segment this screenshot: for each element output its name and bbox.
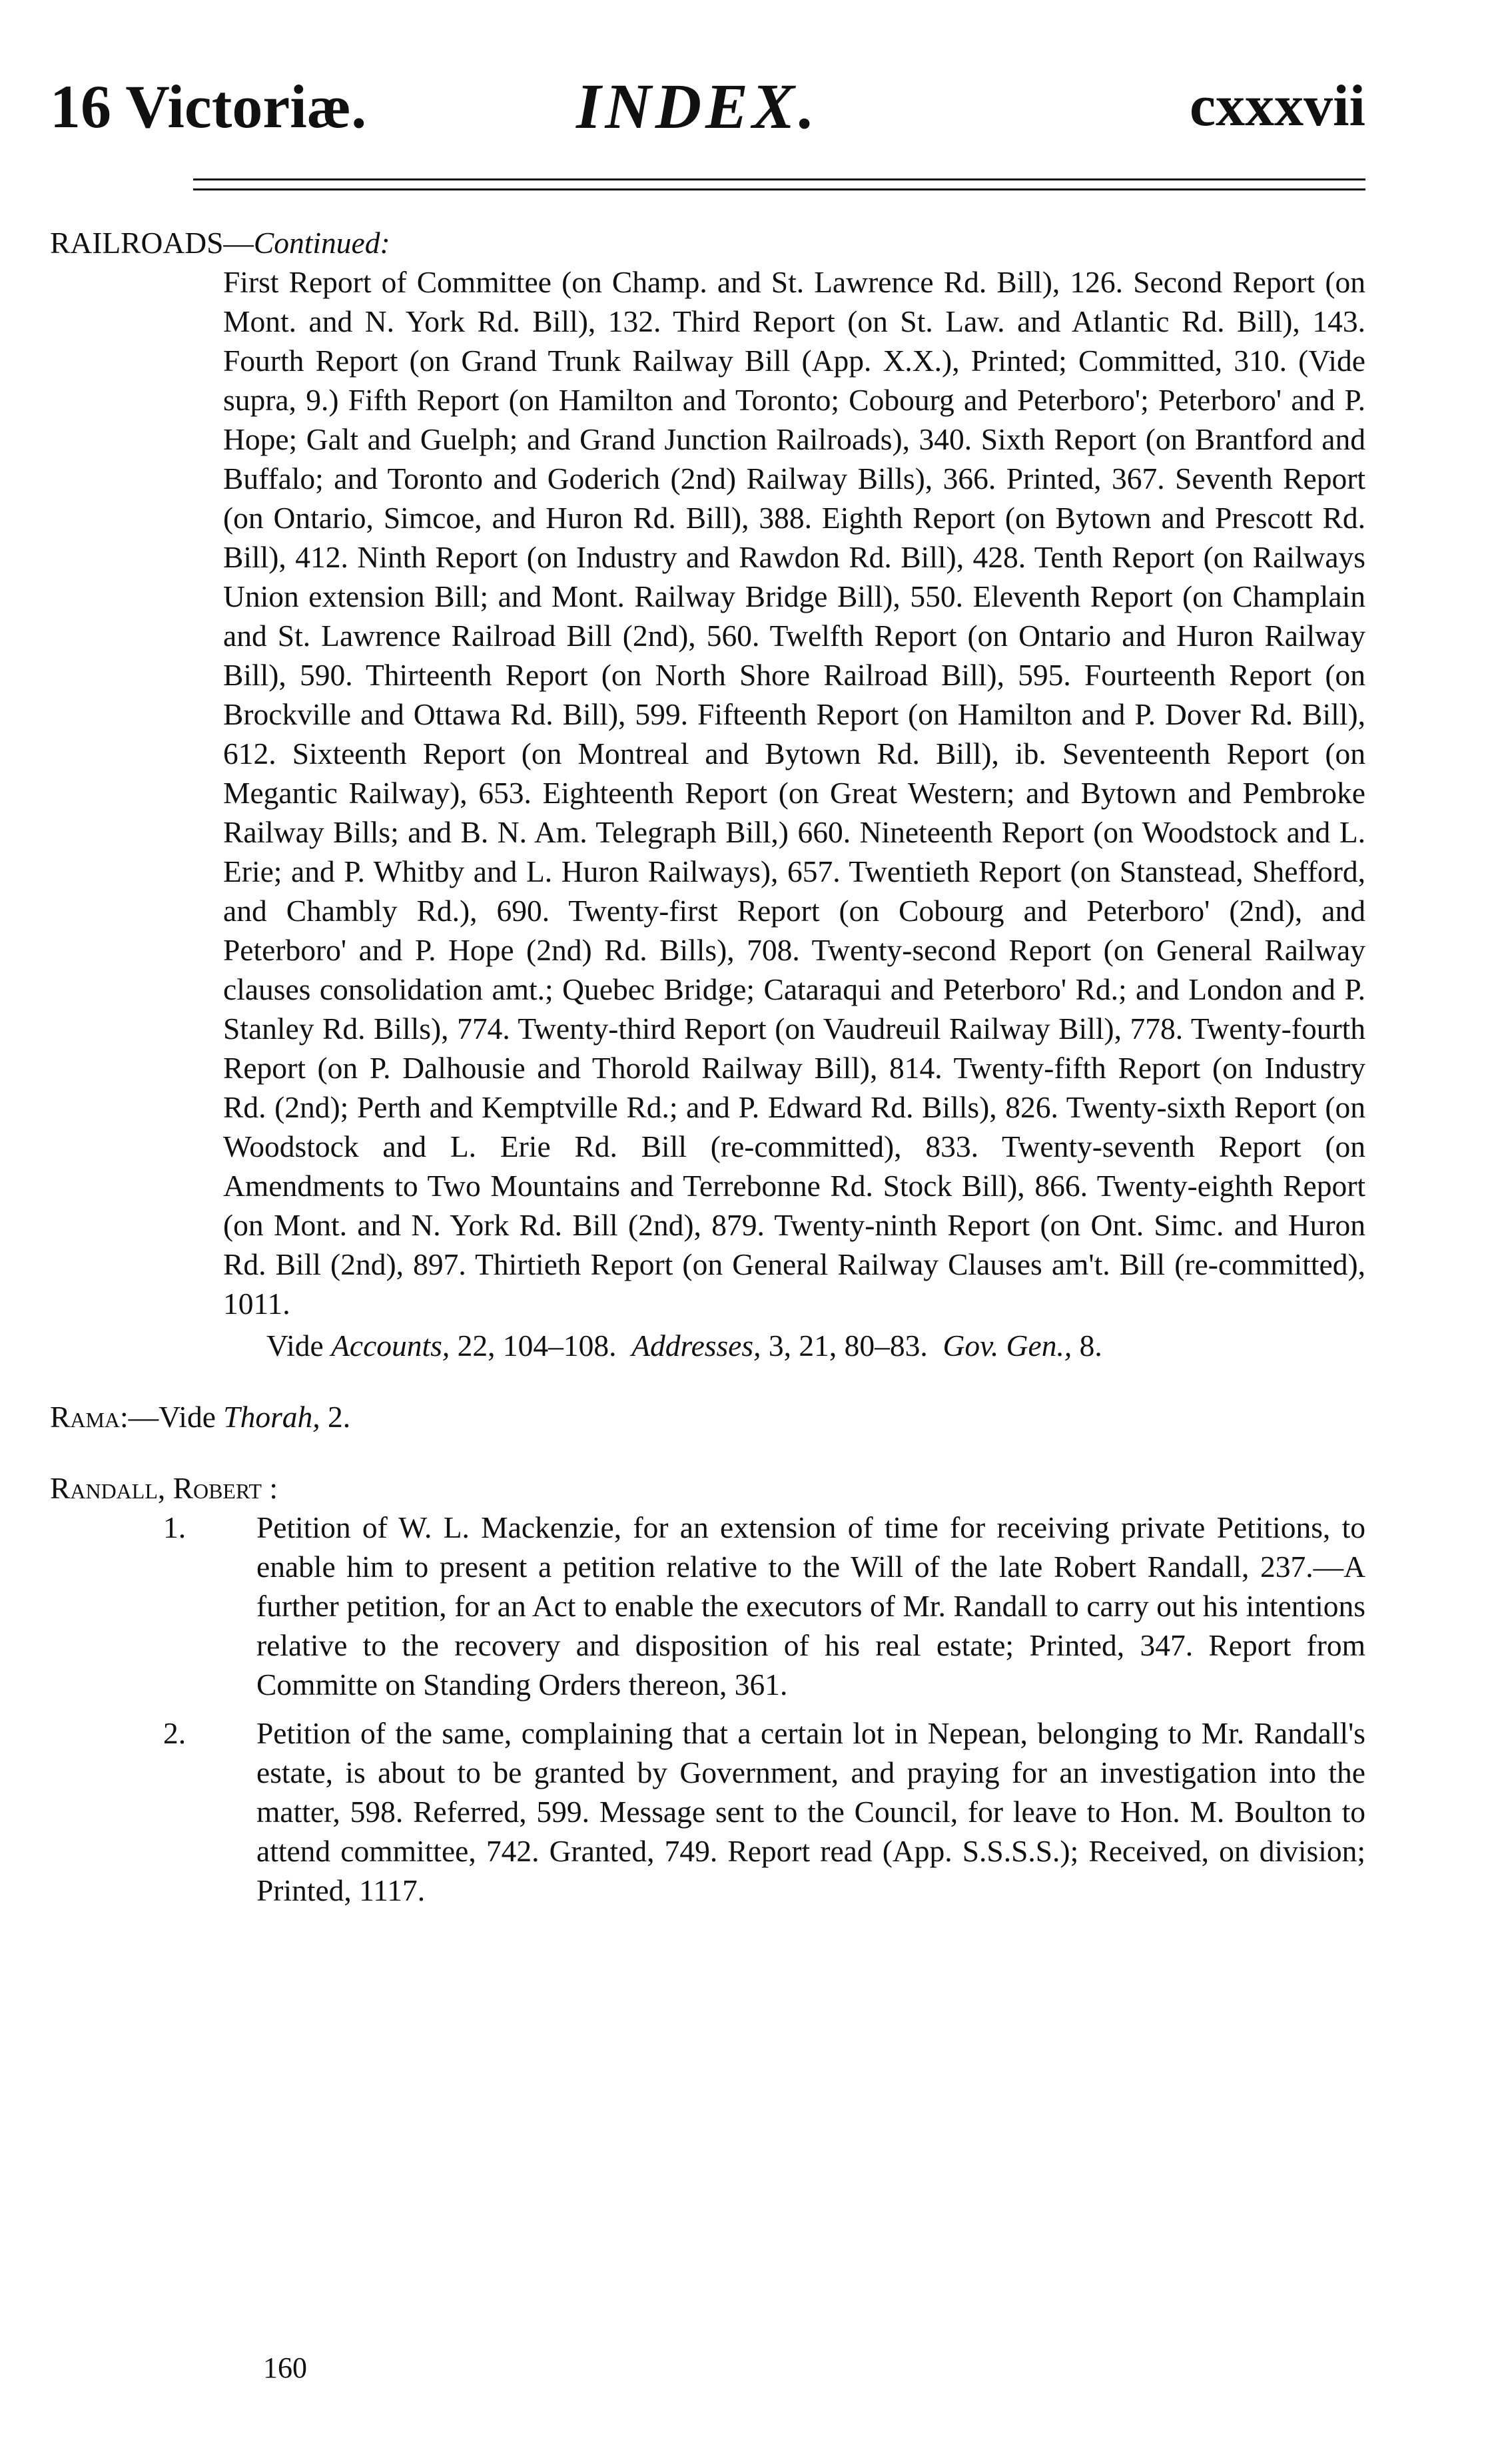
- list-item: [50, 1508, 1365, 1704]
- item-number: 1.: [163, 1510, 187, 1544]
- item-text: Petition of W. L. Mackenzie, for an extension of time for receiving private Petitions, to enable him to present a petition relative to the Will of the late Robert Randall, 237.—A further petition, for an Act to enable the executors of Mr. Randall to carry out his intentions relative to the recovery and disposition of his real estate; Printed, 347. Report from Committe on Standing Orders thereon, 361.: [256, 1510, 1365, 1701]
- index-content: [50, 223, 1365, 1919]
- entry-rama: [50, 1397, 1365, 1436]
- vide-prefix: Vide: [266, 1329, 324, 1363]
- randall-items: [50, 1508, 1365, 1910]
- page-header: [50, 70, 1365, 143]
- railroads-continued: Continued:: [253, 226, 390, 260]
- railroads-heading: RAILROADS—: [50, 226, 254, 260]
- item-number: 2.: [163, 1716, 187, 1750]
- spacer: [50, 1365, 1365, 1397]
- rama-vide: :—Vide: [120, 1400, 216, 1434]
- header-title: INDEX.: [576, 71, 819, 142]
- signature-mark: 160: [263, 2351, 307, 2384]
- vide-addresses-refs: 3, 21, 80–83.: [768, 1329, 928, 1363]
- rama-line: [50, 1397, 1365, 1436]
- vide-addresses: Addresses,: [631, 1329, 761, 1363]
- header-volume: 16 Victoriæ.: [50, 73, 367, 141]
- spacer: [50, 1436, 1365, 1468]
- vide-accounts-refs: 22, 104–108.: [457, 1329, 617, 1363]
- header-rule-bottom: [193, 188, 1365, 190]
- randall-colon: :: [269, 1471, 278, 1505]
- railroads-vide-line: [266, 1326, 1365, 1365]
- entry-heading: [50, 223, 1365, 262]
- item-text: Petition of the same, complaining that a certain lot in Nepean, belonging to Mr. Randall's estate, is about to be granted by Government, and praying for an investigation into the matter, 598. Referred, 599. Message sent to the Council, for leave to Hon. M. Boulton to attend committee, 742. Granted, 749. Report read (App. S.S.S.S.); Received, on division; Printed, 1117.: [256, 1716, 1365, 1907]
- entry-railroads: [50, 223, 1365, 1365]
- vide-accounts: Accounts,: [331, 1329, 450, 1363]
- railroads-reports-paragraph: First Report of Committee (on Champ. and St. Lawrence Rd. Bill), 126. Second Report (on Mont. and N. York Rd. Bill), 132. Third Report (on St. Law. and Atlantic Rd. Bill), 143. Fourth Report (on Grand Trunk Railway Bill (App. X.X.), Printed; Committed, 310. (Vide supra, 9.) Fifth Report (on Hamilton and Toronto; Cobourg and Peterboro'; Peterboro' and P. Hope; Galt and Guelph; and Grand Junction Railroads), 340. Sixth Report (on Brantford and Buffalo; and Toronto and Goderich (2nd) Railway Bills), 366. Printed, 367. Seventh Report (on Ontario, Simcoe, and Huron Rd. Bill), 388. Eighth Report (on Bytown and Prescott Rd. Bill), 412. Ninth Report (on Industry and Rawdon Rd. Bill), 428. Tenth Report (on Railways Union extension Bill; and Mont. Railway Bridge Bill), 550. Eleventh Report (on Champlain and St. Lawrence Railroad Bill (2nd), 560. Twelfth Report (on Ontario and Huron Railway Bill), 590. Thirteenth Report (on North Shore Railroad Bill), 595. Fourteenth Report (on Brockville and Ottawa Rd. Bill), 599. Fifteenth Report (on Hamilton and P. Dover Rd. Bill), 612. Sixteenth Report (on Montreal and Bytown Rd. Bill), ib. Seventeenth Report (on Megantic Railway), 653. Eighteenth Report (on Great Western; and Bytown and Pembroke Railway Bills; and B. N. Am. Telegraph Bill,) 660. Nineteenth Report (on Woodstock and L. Erie; and P. Whitby and L. Huron Railways), 657. Twentieth Report (on Stanstead, Shefford, and Chambly Rd.), 690. Twenty-first Report (on Cobourg and Peterboro' (2nd), and Peterboro' and P. Hope (2nd) Rd. Bills), 708. Twenty-second Report (on General Railway clauses consolidation amt.; Quebec Bridge; Cataraqui and Peterboro' Rd.; and London and P. Stanley Rd. Bills), 774. Twenty-third Report (on Vaudreuil Railway Bill), 778. Twenty-fourth Report (on P. Dalhousie and Thorold Railway Bill), 814. Twenty-fifth Report (on Industry Rd. (2nd); Perth and Kemptville Rd.; and P. Edward Rd. Bills), 826. Twenty-sixth Report (on Woodstock and L. Erie Rd. Bill (re-committed), 833. Twenty-seventh Report (on Amendments to Two Mountains and Terrebonne Rd. Stock Bill), 866. Twenty-eighth Report (on Mont. and N. York Rd. Bill (2nd), 879. Twenty-ninth Report (on Ont. Simc. and Huron Rd. Bill (2nd), 897. Thirtieth Report (on General Railway Clauses am't. Bill (re-committed), 1011.: [223, 265, 1365, 1321]
- randall-heading-line: [50, 1468, 1365, 1508]
- rama-heading: Rama: [50, 1400, 121, 1434]
- header-rule-top: [193, 178, 1365, 180]
- randall-heading: Randall, Robert: [50, 1471, 262, 1505]
- rama-ref-num: 2.: [328, 1400, 351, 1434]
- vide-gov-refs: 8.: [1079, 1329, 1102, 1363]
- list-item: [50, 1713, 1365, 1910]
- header-page-number: cxxxvii: [1190, 74, 1365, 139]
- entry-randall: [50, 1468, 1365, 1910]
- rama-ref: Thorah,: [223, 1400, 320, 1434]
- vide-gov-gen: Gov. Gen.,: [942, 1329, 1072, 1363]
